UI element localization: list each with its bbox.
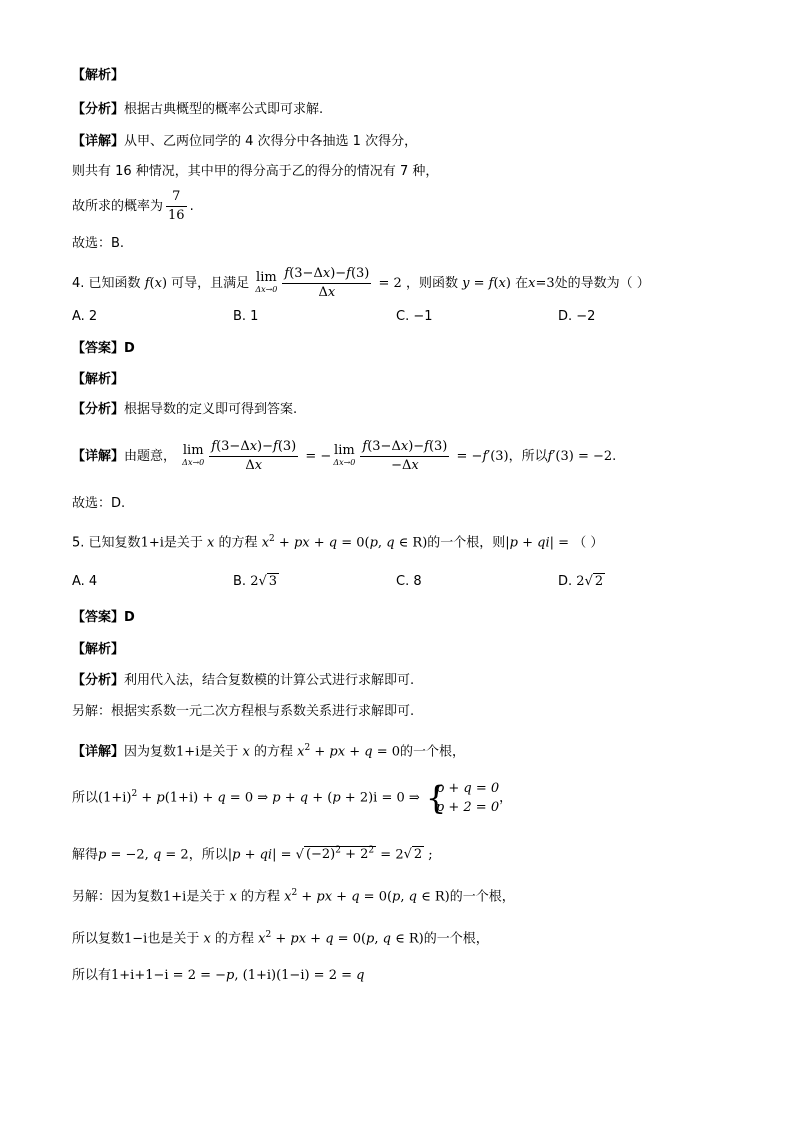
option-a: A. 2 xyxy=(72,309,98,324)
suoyi-text: ，所以 xyxy=(188,847,228,863)
answer-line: 【答案】D xyxy=(72,341,135,356)
alt-text: 是关于 xyxy=(186,889,226,905)
option-label: B. xyxy=(233,574,247,589)
stem-text: 已知函数 xyxy=(88,276,141,291)
probability-end: . xyxy=(189,199,194,214)
xiangjie-paragraph: 【详解】因为复数1+i是关于 x 的方程 $x^2$ + px + q = 0的一个根， xyxy=(72,743,466,760)
option-a: A. 4 xyxy=(72,574,98,589)
stem-text: 的方程 xyxy=(218,535,258,551)
alt-solution-line-1: 另解：因为复数1+i是关于 x 的方程 $x^2$ + px + q = 0(p, q ∈ R)的一个根， xyxy=(72,888,515,905)
xiangjie-paragraph: 【详解】由题意， lim Δx→0 $\frac{f(3-\Delta x)-f(3)}{\Delta x}$ = − lim Δx→0 $\frac{f(3-\Delta x)-f(3)}{-\Delta x}$ = −f′(3)，所以f′(3) = −2. xyxy=(72,439,617,473)
xiangjie-tag: 【详解】 xyxy=(72,449,125,464)
fraction-numerator: 7 xyxy=(166,188,187,207)
alt-text: 的一个根， xyxy=(449,889,515,905)
solve-line: 解得p = −2, q = 2，所以|p + qi| = √ $(-2)^2 + 2^2 = 2√$ 2 ; xyxy=(72,846,433,863)
probability-text: 故所求的概率为 xyxy=(72,199,164,214)
stem-text: （ ） xyxy=(573,535,604,551)
alt-text: 也是关于 xyxy=(147,931,200,947)
alt-solution-note: 另解：根据实系数一元二次方程根与系数关系进行求解即可. xyxy=(72,704,415,719)
xiangjie-text: 的方程 xyxy=(254,744,294,760)
stem-text: 处的导数为（ ） xyxy=(554,276,650,291)
fenxi-tag: 【分析】 xyxy=(72,102,125,117)
alt-solution-line-3: 所以有1+i+1−i = 2 = −p, (1+i)(1−i) = 2 = q xyxy=(72,968,365,983)
xiangjie-tag: 【详解】 xyxy=(72,134,125,149)
fenxi-text: 根据导数的定义即可得到答案. xyxy=(124,402,298,417)
question-5-stem: 5. 已知复数1+i是关于 x 的方程 $x^2$ + px + q = 0(p, q ∈ R)的一个根，则|p + qi| = （ ） xyxy=(72,534,604,551)
xiangjie-text: 的一个根， xyxy=(400,744,466,760)
alt-text: 所以有 xyxy=(72,968,112,983)
xiangjie-text: 因为复数 xyxy=(124,744,177,760)
limit-operator: lim Δx→0 xyxy=(255,269,278,294)
probability-fraction xyxy=(166,188,187,225)
alt-text: 所以复数 xyxy=(72,931,125,947)
xiangjie-text: 由题意， xyxy=(124,449,177,464)
xiangjie-paragraph-1 xyxy=(72,133,417,151)
fenxi-tag: 【分析】 xyxy=(72,402,125,417)
question-number: 5. xyxy=(72,535,85,551)
alt-text: 的一个根， xyxy=(423,931,489,947)
derivative-fraction: $\frac{f(3-\Delta x)-f(3)}{\Delta x}$ xyxy=(284,266,370,300)
answer-line: 【答案】D xyxy=(72,610,135,625)
select-line-1: 故选：B. xyxy=(72,236,125,251)
alt-text: 另解：因为复数 xyxy=(72,889,164,905)
option-d: D. 2√ 2 xyxy=(558,574,604,589)
option-d: D. −2 xyxy=(558,309,596,324)
equation-system: { p + q = 0 p + 2 = 0 xyxy=(425,779,500,817)
select-line-2: 故选：D. xyxy=(72,496,126,511)
fenxi-paragraph xyxy=(72,672,414,690)
jiexi-heading: 【解析】 xyxy=(72,68,125,83)
question-4-stem: 4. 已知函数 f(x) 可导，且满足 lim Δx→0 $\frac{f(3-\Delta x)-f(3)}{\Delta x}$ = 2 ，则函数 y = f(x) 在x=3处的导数为（ ） xyxy=(72,266,650,300)
xiangjie-text: 是关于 xyxy=(199,744,239,760)
fenxi-paragraph xyxy=(72,401,297,419)
stem-text: 在 xyxy=(515,276,529,291)
math-fx: f xyxy=(144,276,150,291)
stem-text: 的一个根，则 xyxy=(427,535,506,551)
xiangjie-tag: 【详解】 xyxy=(72,744,125,760)
option-label: D. xyxy=(558,574,573,589)
fenxi-text: 利用代入法，结合复数模的计算公式进行求解即可. xyxy=(124,673,415,688)
option-c: C. −1 xyxy=(396,309,433,324)
jiede-text: 解得 xyxy=(72,847,99,863)
option-b: B. 2√ 3 xyxy=(233,574,278,589)
fenxi-tag: 【分析】 xyxy=(72,673,125,688)
alt-text: 的方程 xyxy=(240,889,280,905)
jiexi-heading: 【解析】 xyxy=(72,642,125,657)
fenxi-paragraph-1 xyxy=(72,101,323,119)
xiangjie-text: ，所以 xyxy=(508,449,548,464)
alt-solution-line-2: 所以复数1−i也是关于 x 的方程 $x^2$ + px + q = 0(p, q ∈ R)的一个根， xyxy=(72,930,489,947)
stem-text: 已知复数 xyxy=(88,535,141,551)
stem-text: 可导，且满足 xyxy=(171,276,250,291)
fenxi-text: 根据古典概型的概率公式即可求解. xyxy=(124,102,324,117)
xiangjie-text: 从甲、乙两位同学的 4 次得分中各抽选 1 次得分， xyxy=(124,134,418,149)
jiexi-heading: 【解析】 xyxy=(72,372,125,387)
cases-line: 则共有 16 种情况，其中甲的得分高于乙的得分的情况有 7 种， xyxy=(72,164,439,179)
stem-text: ，则函数 xyxy=(405,276,458,291)
option-b: B. 1 xyxy=(233,309,259,324)
suoyi-text: 所以 xyxy=(72,790,99,806)
stem-text: 是关于 xyxy=(163,535,203,551)
substitution-line: 所以$(1+i)^2 + p(1+i) + q = 0$ ⇒ p + q + (p + 2)i = 0 ⇒ { p + q = 0 p + 2 = 0 ， xyxy=(72,779,513,817)
xiangjie-end: . xyxy=(612,449,617,464)
probability-line xyxy=(72,188,194,225)
question-number: 4. xyxy=(72,276,85,291)
alt-text: 的方程 xyxy=(214,931,254,947)
fraction-denominator: 16 xyxy=(168,208,185,223)
option-c: C. 8 xyxy=(396,574,422,589)
